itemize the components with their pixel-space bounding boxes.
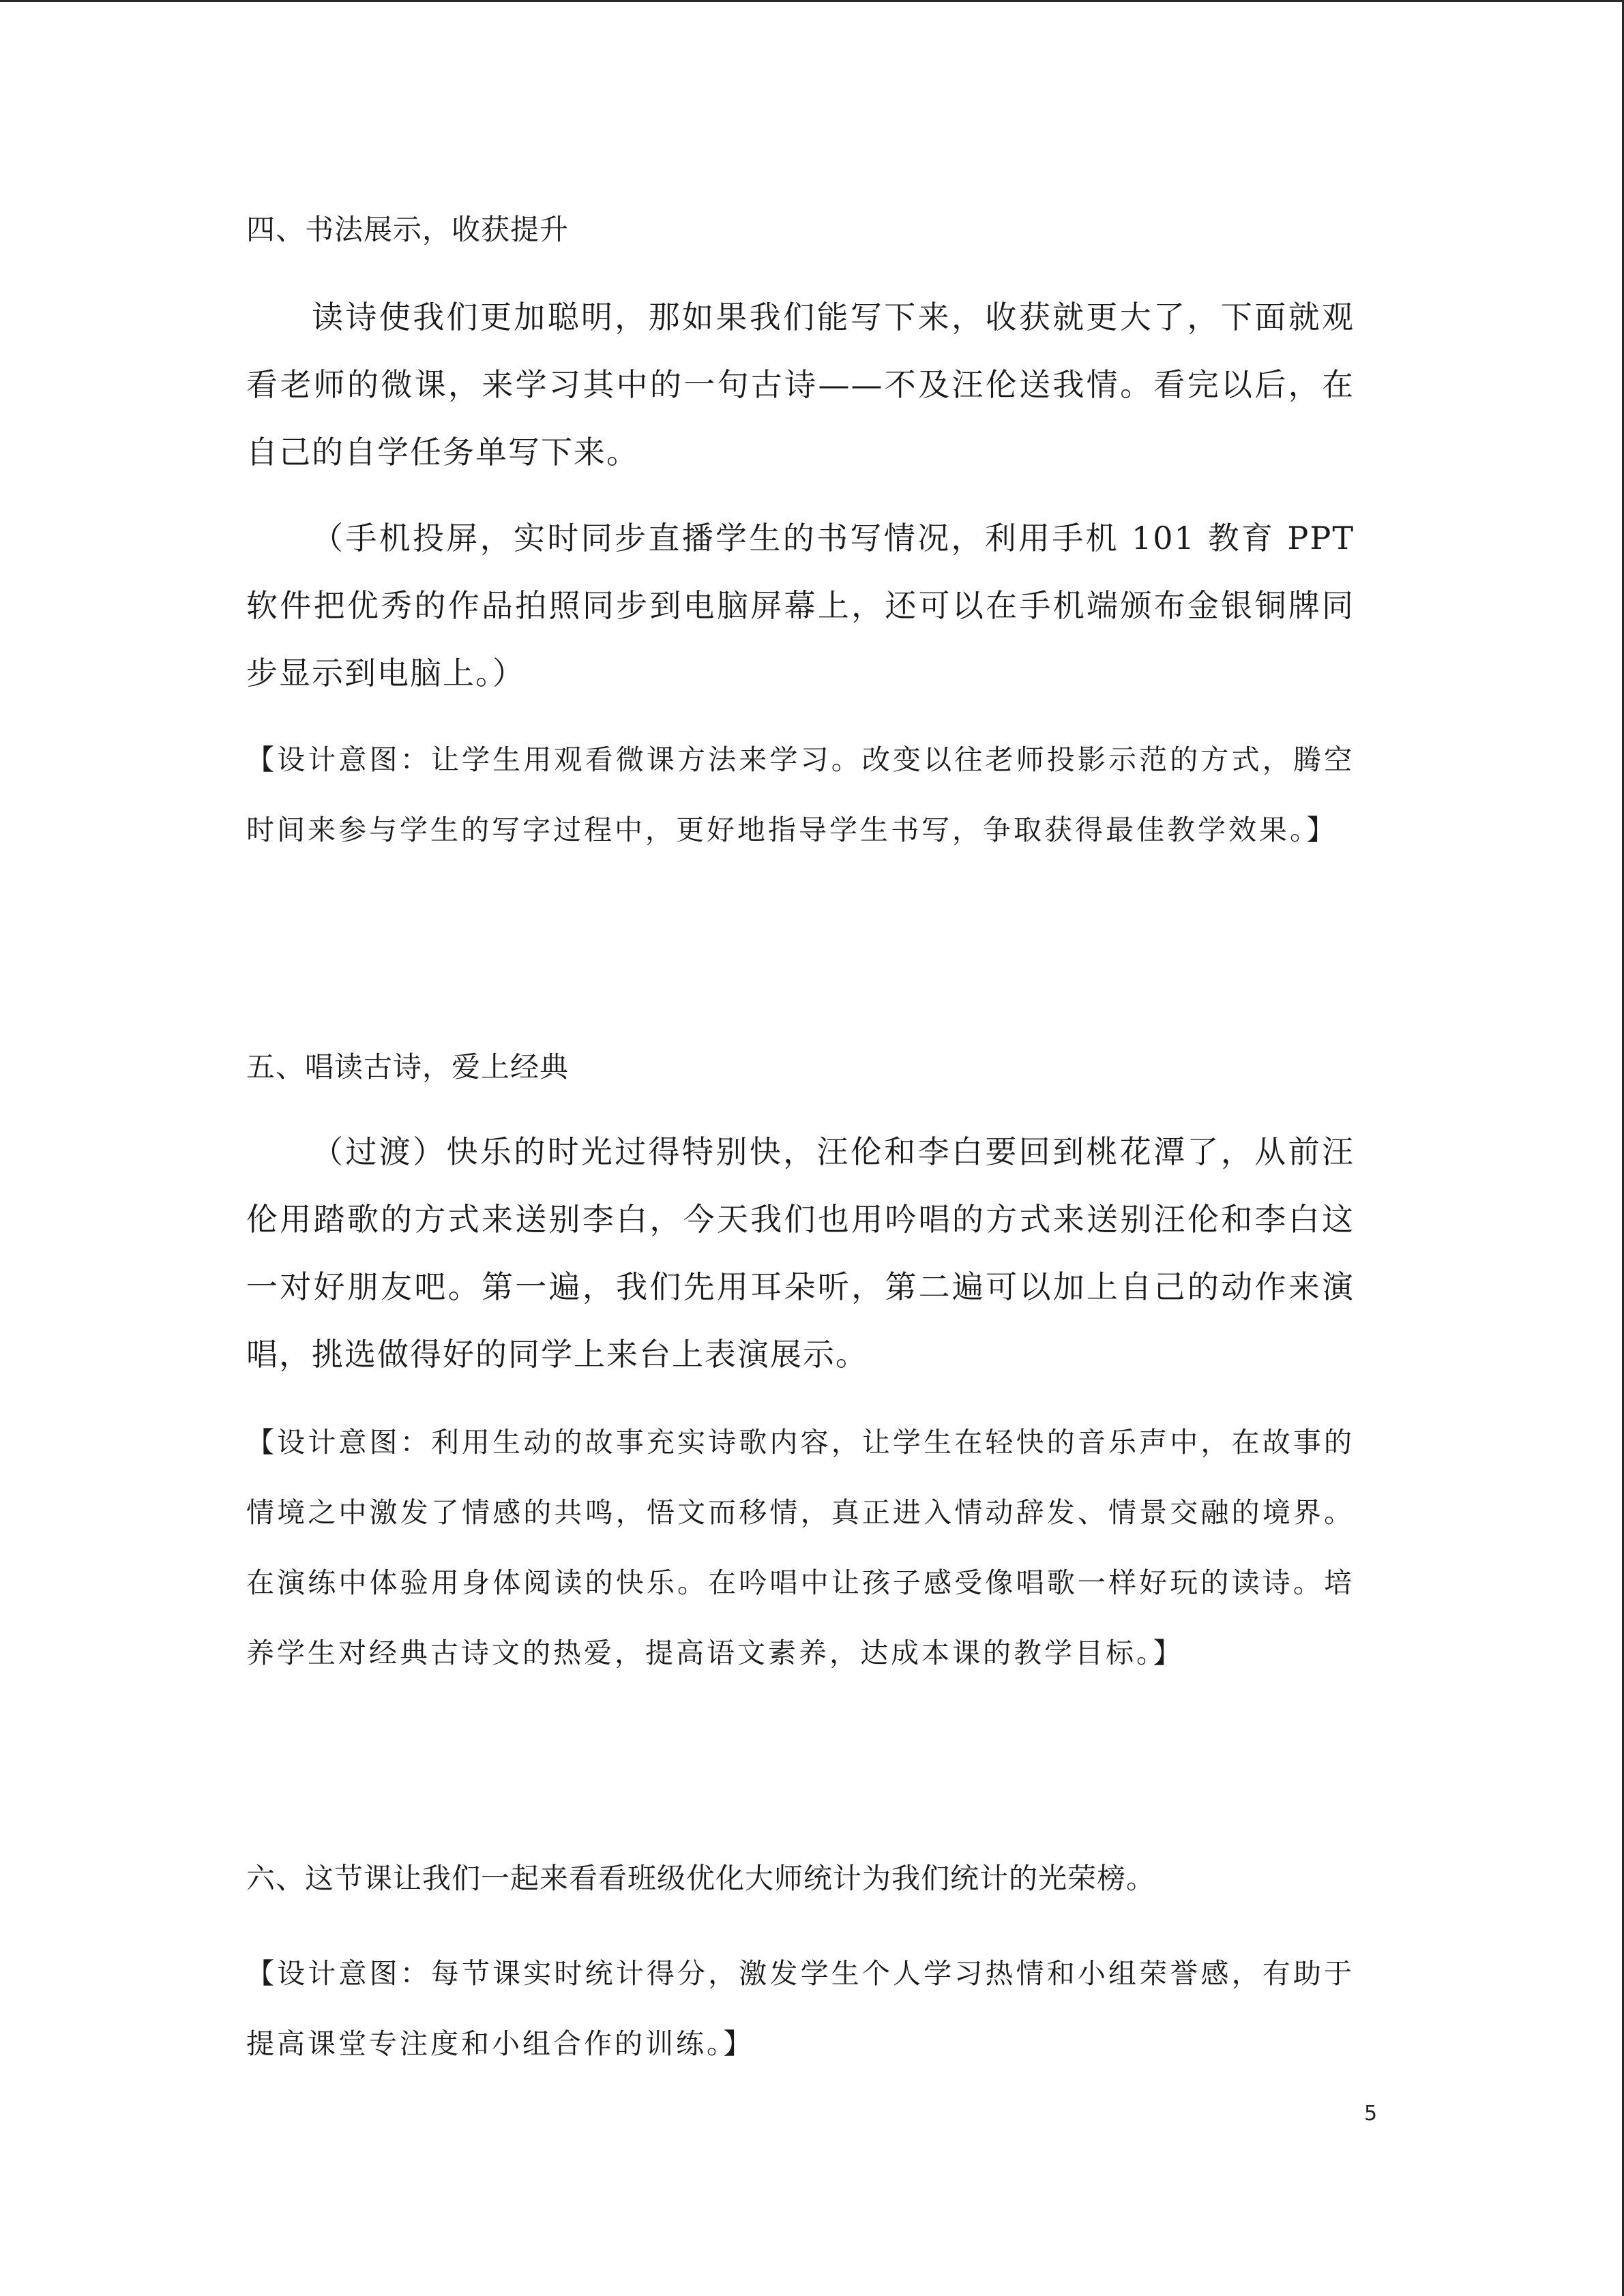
- section-heading-4: 四、书法展示，收获提升: [246, 213, 570, 246]
- page-number: 5: [1364, 2102, 1378, 2126]
- section-5-design-intent: 【设计意图：利用生动的故事充实诗歌内容，让学生在轻快的音乐声中，在故事的情境之中激发了情感的共鸣，悟文而移情，真正进入情动辞发、情景交融的境界。在演练中体验用身体阅读的快乐。在吟唱中让孩子感受像唱歌一样好玩的读诗。培养学生对经典古诗文的热爱，提高语文素养，达成本课的教学目标。】: [246, 1426, 1355, 1669]
- section-4-paragraph-2: （手机投屏，实时同步直播学生的书写情况，利用手机 101 教育 PPT 软件把优秀的作品拍照同步到电脑屏幕上，还可以在手机端颁布金银铜牌同步显示到电脑上。）: [246, 520, 1355, 691]
- section-4-design-intent: 【设计意图：让学生用观看微课方法来学习。改变以往老师投影示范的方式，腾空时间来参与学生的写字过程中，更好地指导学生书写，争取获得最佳教学效果。】: [246, 743, 1355, 846]
- section-5-paragraph-1: （过渡）快乐的时光过得特别快，汪伦和李白要回到桃花潭了，从前汪伦用踏歌的方式来送别李白，今天我们也用吟唱的方式来送别汪伦和李白这一对好朋友吧。第一遍，我们先用耳朵听，第二遍可以加上自己的动作来演唱，挑选做得好的同学上来台上表演展示。: [246, 1133, 1355, 1373]
- section-6-design-intent: 【设计意图：每节课实时统计得分，激发学生个人学习热情和小组荣誉感，有助于提高课堂专注度和小组合作的训练。】: [246, 1957, 1355, 2060]
- section-heading-5: 五、唱读古诗，爱上经典: [246, 1050, 570, 1084]
- section-4-paragraph-1: 读诗使我们更加聪明，那如果我们能写下来，收获就更大了，下面就观看老师的微课，来学习其中的一句古诗——不及汪伦送我情。看完以后，在自己的自学任务单写下来。: [246, 299, 1355, 471]
- section-heading-6: 六、这节课让我们一起来看看班级优化大师统计为我们统计的光荣榜。: [246, 1862, 1156, 1895]
